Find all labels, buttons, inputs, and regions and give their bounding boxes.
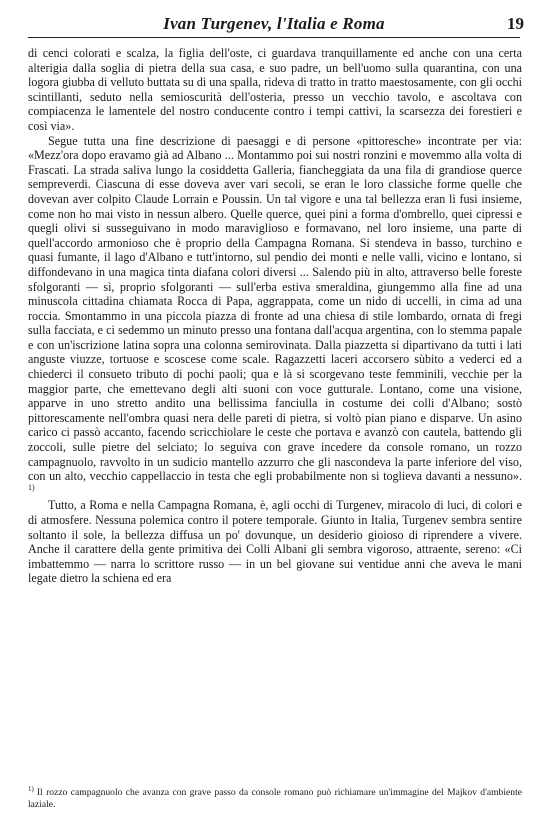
page-number: 19 [507,14,524,33]
body-text [28,46,522,586]
footnote-number: 1) [28,784,34,793]
paragraph-2 [28,134,522,499]
paragraph-1: di cenci colorati e scalza, la figlia dell'oste, ci guardava tranquillamente ed anche con una certa alterigia dalla soglia di pietra della sua casa, e suo padre, un bell'uomo sulla quarantina, con una logora giubba di velluto buttata su di una spalla, rideva di tratto in tratto maestosamente, con gli occhi scintillanti, seduto nella semioscurità dell'osteria, presso un vecchio tavolo, e ascoltava con compiacenza le lamentele del nostro conducente contro i tempi cattivi, la scarsezza dei forestieri e così via». [28,46,522,133]
running-title: Ivan Turgenev, l'Italia e Roma [163,14,385,33]
footnote-text: Il rozzo campagnuolo che avanza con grave passo da console romano può richiamare un'immagine del Majkov d'ambiente laziale. [28,787,522,810]
header-divider [28,37,520,38]
paragraph-2-text: Segue tutta una fine descrizione di paesaggi e di persone «pittoresche» incontrate per via: «Mezz'ora dopo eravamo già ad Albano ... Montammo poi sui nostri ronzini e movemmo alla volta di Frascati. La strada saliva lungo la cosiddetta Galleria, fiancheggiata da una fila di grandiose querce sempreverdi. Ciascuna di esse doveva aver vari secoli, se eran le loro classiche forme quelle che dovevan aver colpito Claude Lorrain e Poussin. Un tal vigore e una tal bellezza eran lì fusi insieme, come non ho mai visto in nessun albero. Quelle querce, quei pini a forma d'ombrello, quei cipressi e quegli olivi si susseguivano in modo maraviglioso e formavano, nel loro insieme, una parte di quell'accordo armonioso che è proprio della Campagna Romana. Si stendeva in basso, turchino e quasi fumante, il lago d'Albano e tutt'intorno, sul pendio dei monti e nelle valli, vicino e lontano, si diffondevano in una magica tinta diafana colori diversi ... Salendo più in alto, attraverso belle foreste sfolgoranti — sì, proprio sfolgoranti — sull'erba estiva smeraldina, giungemmo alla fine ad una minuscola cittadina chiamata Rocca di Papa, aggrappata, come un nido di uccelli, in cima ad una roccia. Smontammo in una piccola piazza di fronte ad una chiesa di stile lombardo, ornata di fregi sulla facciata, e ci sedemmo un minuto presso una fontana dall'acqua argentina, con lo stemma papale e con un'iscrizione latina sopra una colonna semirovinata. Dalla piazzetta si dipartivano da tutti i lati anguste viuzze, tortuose e scoscese come scale. Ragazzetti laceri accorsero sùbito a vederci ed a chiederci il consueto tributo di pochi paoli; qua e là si scorgevano teste femminili, vecchie per la maggior parte, che emettevano degli alti suoni con voce gutturale. Lontano, come una visione, apparve in uno stretto andito una bellissima fanciulla in costume dei colli d'Albano; sostò pittorescamente nell'ombra quasi nera delle pareti di pietra, si voltò pian piano e disparve. Un asino carico ci passò accanto, facendo scricchiolare le ceste che portava e avanzò con cautela, battendo gli zoccoli, sulle pietre del selciato; lo seguiva con grave incedere da console romano, un rozzo campagnuolo, ravvolto in un sudicio mantello azzurro che gli nascondeva la parte inferiore del viso, con un alto, vecchio cappellaccio in testa che egli probabilmente non si toglieva davanti a nessuno». [28,133,522,484]
paragraph-3: Tutto, a Roma e nella Campagna Romana, è, agli occhi di Turgenev, miracolo di luci, di colori e di atmosfere. Nessuna polemica contro il potere temporale. Giunto in Italia, Turgenev sembra sentire soltanto il sole, la bellezza diffusa un po' dovunque, un desiderio gioioso di riprendere a vivere. Anche il carattere della gente primitiva dei Colli Albani gli sembra vigoroso, attraente, sereno: «Ci imbattemmo — narra lo scrittore russo — in un bel giovane sui ventidue anni che aveva le mani legate dietro la schiena ed era [28,498,522,586]
footnote [28,784,522,811]
footnote-reference: 1) [28,482,35,492]
running-header [28,11,524,37]
